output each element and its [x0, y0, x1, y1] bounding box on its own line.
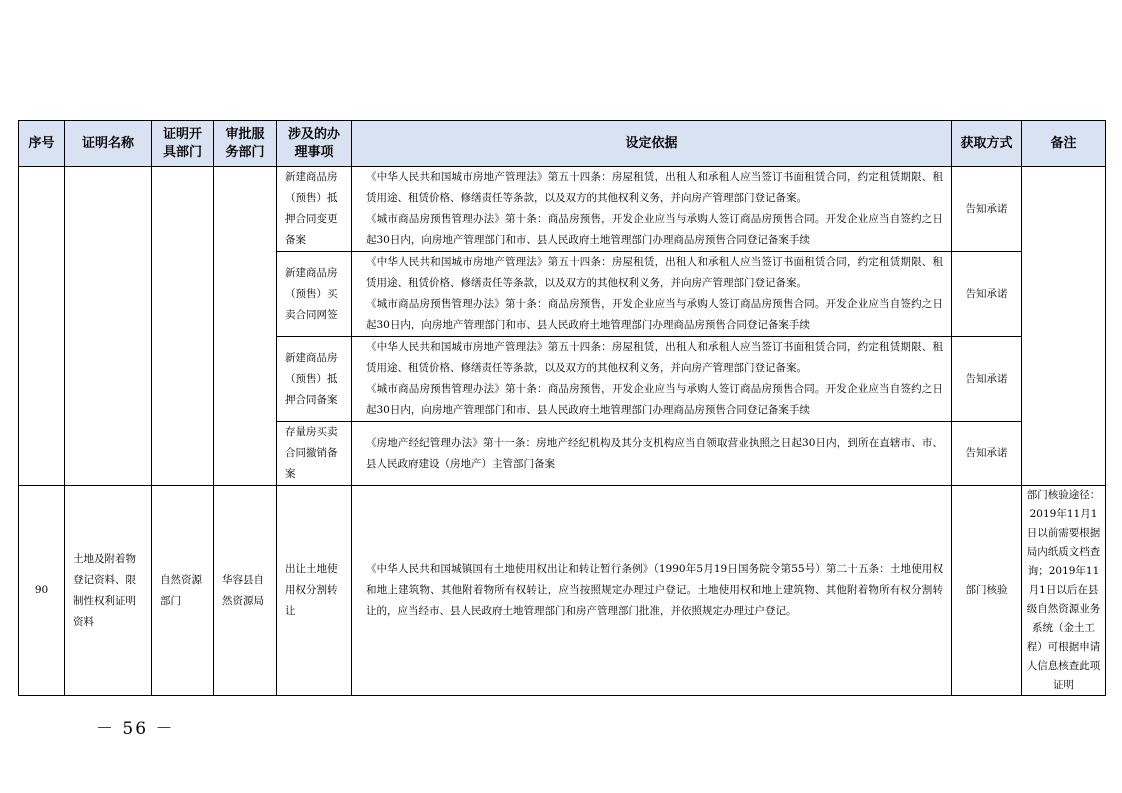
matter-cell: 新建商品房（预售）买卖合同网签	[277, 252, 352, 337]
approver-cell-empty	[214, 167, 277, 486]
method-cell: 告知承诺	[952, 167, 1022, 252]
issuer-cell: 自然资源部门	[152, 486, 214, 696]
basis-cell: 《中华人民共和国城市房地产管理法》第五十四条：房屋租赁，出租人和承租人应当签订书面租赁合同，约定租赁期限、租赁用途、租赁价格、修缮责任等条款，以及双方的其他权利义务，并向房产管理部门登记备案。 《城市商品房预售管理办法》第十条：商品房预售，开发企业应当与承购人签订商品房预售合同。开发企业应当自签约之日起30日内，向房地产管理部门和市、县人民政府土地管理部门办理商品房预售合同登记备案手续	[352, 337, 952, 422]
method-cell: 部门核验	[952, 486, 1022, 696]
header-method: 获取方式	[952, 121, 1022, 167]
table-row	[19, 486, 1106, 696]
certificate-name-cell: 土地及附着物登记资料、限制性权利证明资料	[65, 486, 152, 696]
method-cell: 告知承诺	[952, 337, 1022, 422]
note-cell-empty	[1022, 167, 1106, 486]
page-number: － 56 －	[96, 719, 175, 739]
header-matter: 涉及的办 理事项	[277, 121, 352, 167]
name-cell-empty	[65, 167, 152, 486]
basis-cell: 《中华人民共和国城市房地产管理法》第五十四条：房屋租赁，出租人和承租人应当签订书面租赁合同，约定租赁期限、租赁用途、租赁价格、修缮责任等条款，以及双方的其他权利义务，并向房产管理部门登记备案。 《城市商品房预售管理办法》第十条：商品房预售，开发企业应当与承购人签订商品房预售合同。开发企业应当自签约之日起30日内，向房地产管理部门和市、县人民政府土地管理部门办理商品房预售合同登记备案手续	[352, 252, 952, 337]
matter-cell: 新建商品房（预售）抵押合同备案	[277, 337, 352, 422]
method-cell: 告知承诺	[952, 252, 1022, 337]
certificate-table	[18, 120, 1106, 696]
header-basis: 设定依据	[352, 121, 952, 167]
table-header-row	[19, 121, 1106, 167]
matter-cell: 新建商品房（预售）抵押合同变更备案	[277, 167, 352, 252]
header-seq: 序号	[19, 121, 65, 167]
matter-cell: 出让土地使用权分割转让	[277, 486, 352, 696]
basis-cell: 《房地产经纪管理办法》第十一条：房地产经纪机构及其分支机构应当自领取营业执照之日起30日内，到所在直辖市、市、县人民政府建设（房地产）主管部门备案	[352, 422, 952, 486]
method-cell: 告知承诺	[952, 422, 1022, 486]
header-name: 证明名称	[65, 121, 152, 167]
issuer-cell-empty	[152, 167, 214, 486]
approver-cell: 华容县自然资源局	[214, 486, 277, 696]
header-note: 备注	[1022, 121, 1106, 167]
matter-cell: 存量房买卖合同撤销备案	[277, 422, 352, 486]
basis-cell: 《中华人民共和国城镇国有土地使用权出让和转让暂行条例》（1990年5月19日国务院令第55号）第二十五条：土地使用权和地上建筑物、其他附着物所有权转让，应当按照规定办理过户登记。土地使用权和地上建筑物、其他附着物所有权分割转让的，应当经市、县人民政府土地管理部门和房产管理部门批准，并依照规定办理过户登记。	[352, 486, 952, 696]
basis-cell: 《中华人民共和国城市房地产管理法》第五十四条：房屋租赁，出租人和承租人应当签订书面租赁合同，约定租赁期限、租赁用途、租赁价格、修缮责任等条款，以及双方的其他权利义务，并向房产管理部门登记备案。 《城市商品房预售管理办法》第十条：商品房预售，开发企业应当与承购人签订商品房预售合同。开发企业应当自签约之日起30日内，向房地产管理部门和市、县人民政府土地管理部门办理商品房预售合同登记备案手续	[352, 167, 952, 252]
header-approver: 审批服 务部门	[214, 121, 277, 167]
seq-cell-empty	[19, 167, 65, 486]
seq-cell: 90	[19, 486, 65, 696]
header-issuer: 证明开 具部门	[152, 121, 214, 167]
note-cell: 部门核验途径：2019年11月1日以前需要根据局内纸质文档查询；2019年11月1日以后在县级自然资源业务系统（金土工程）可根据申请人信息核查此项证明	[1022, 486, 1106, 696]
table-row	[19, 167, 1106, 252]
